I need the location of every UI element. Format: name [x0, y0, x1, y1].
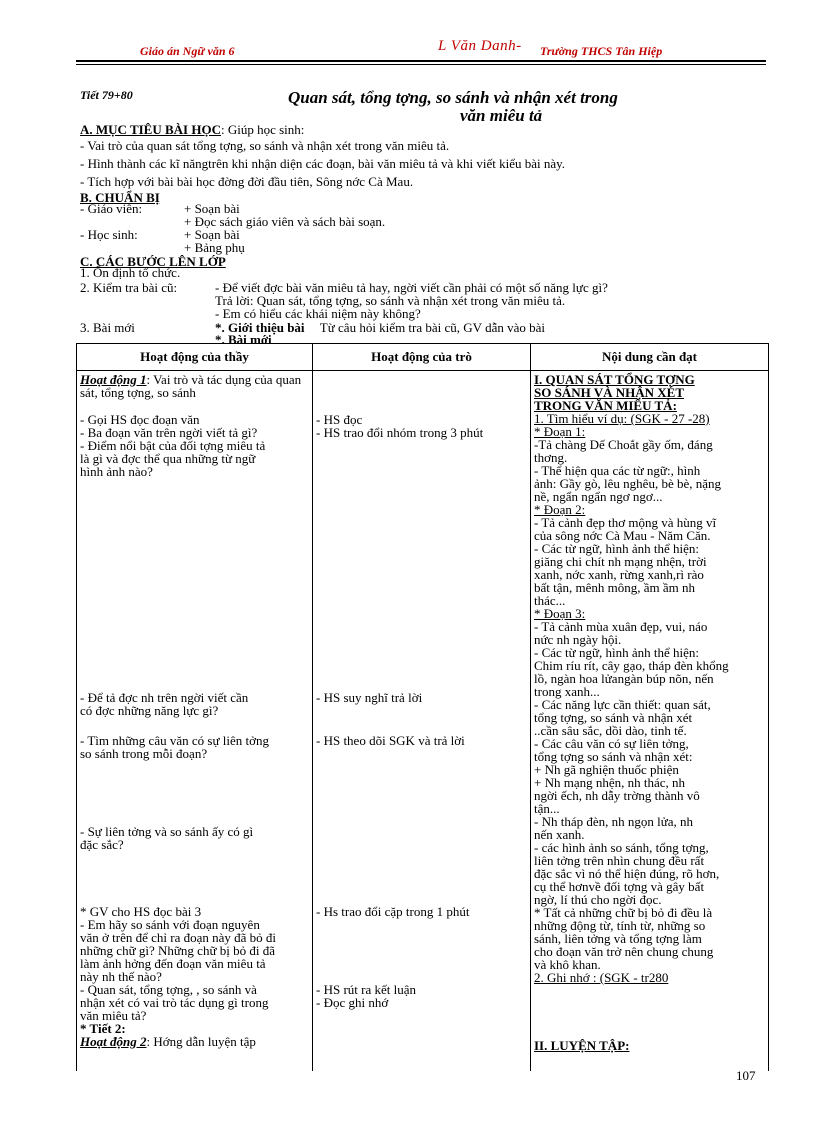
- objective-item: - Vai trò của quan sát tổng tợng, so sánh và nhận xét trong văn miêu tả.: [80, 138, 450, 153]
- section-b-title: B. CHUẨN BỊ: [80, 190, 160, 205]
- step-1: 1. Ổn định tổ chức.: [80, 265, 181, 280]
- lesson-title-line2: văn miêu tả: [460, 106, 543, 125]
- teacher-line: - Em hãy so sánh với đoạn nguyên: [80, 917, 260, 932]
- intro-text: Từ câu hỏi kiểm tra bài cũ, GV dẫn vào bài: [319, 320, 546, 335]
- header-school: Trường THCS Tân Hiệp: [540, 44, 663, 58]
- content-column: [531, 371, 769, 1072]
- teacher-line: * GV cho HS đọc bài 3: [80, 904, 202, 919]
- content-line: nến xanh.: [534, 827, 585, 842]
- teacher-block: [80, 734, 309, 760]
- lesson-number: Tiết 79+80: [80, 88, 133, 102]
- content-line: thác...: [534, 593, 566, 608]
- content-line: những động từ, tính từ, những so: [534, 918, 706, 933]
- content-line: - Các từ ngữ, hình ảnh thể hiện:: [534, 541, 700, 556]
- content-line: Chim ríu rít, cây gạo, tháp đèn khổng: [534, 658, 729, 673]
- content-line: - Tả cảnh đẹp thơ mộng và hùng vĩ: [534, 515, 717, 530]
- intro-label: *. Giới thiệu bài: [215, 320, 305, 335]
- student-line: - HS đọc: [316, 412, 363, 427]
- content-line: - Thể hiện qua các từ ngữ:, hình: [534, 463, 701, 478]
- content-line: ảnh: Gầy gò, lêu nghêu, bè bè, nặng: [534, 476, 722, 491]
- activity-1-label: Hoạt động 1: [80, 372, 147, 387]
- teacher-line: có đợc những năng lực gì?: [80, 703, 219, 718]
- activity-1-heading: [80, 373, 309, 399]
- teacher-block: [80, 905, 309, 1048]
- content-line: - Các từ ngữ, hình ảnh thể hiện:: [534, 645, 700, 660]
- student-prep-item: + Soạn bài: [184, 227, 240, 242]
- student-block: [316, 983, 527, 1009]
- teacher-line: - Quan sát, tổng tợng, , so sánh và: [80, 982, 257, 997]
- teacher-line: - Để tả đợc nh trên ngời viết cần: [80, 690, 249, 705]
- content-line: tổng tợng so sánh và nhận xét:: [534, 749, 693, 764]
- teacher-line: - Tìm những câu văn có sự liên tởng: [80, 733, 269, 748]
- step-2-label: 2. Kiểm tra bài cũ:: [80, 280, 178, 295]
- student-line: - HS theo dõi SGK và trả lời: [316, 733, 465, 748]
- content-line: -Tả chàng Dế Choắt gầy ốm, đáng: [534, 437, 713, 452]
- content-line: - Tả cảnh mùa xuân đẹp, vui, náo: [534, 619, 708, 634]
- content-line: * Đoạn 1:: [534, 424, 586, 439]
- objective-item: - Hình thành các kĩ năngtrên khi nhận diện các đoạn, bài văn miêu tả và khi viết kiểu bài này.: [80, 156, 566, 171]
- content-line-text: 1. Tìm hiểu ví dụ: (SGK - 27 -28): [534, 411, 710, 426]
- content-line: tận...: [534, 801, 560, 816]
- content-line: ngờ, lí thú cho ngời đọc.: [534, 892, 662, 907]
- content-line: SO SÁNH VÀ NHẬN XÉT: [534, 385, 685, 400]
- teacher-line: văn ở trên để chỉ ra đoạn này đã bỏ đi: [80, 930, 277, 945]
- content-line: nức nh ngày hội.: [534, 632, 622, 647]
- teacher-prep-item: + Đọc sách giáo viên và sách bài soạn.: [184, 214, 386, 229]
- activity-2-line: [80, 1035, 309, 1048]
- content-line: - Các câu văn có sự liên tởng,: [534, 736, 689, 751]
- content-line: TRONG VĂN MIÊU TẢ:: [534, 398, 677, 413]
- activity-1-text: : Vai trò và tác dụng của quan sát, tổng tợng, so sánh: [80, 372, 302, 400]
- lesson-activity-table: [76, 343, 769, 1071]
- column-header-teacher: Hoạt động của thầy: [77, 344, 313, 371]
- content-line: đặc sắc vì nó thể hiện đúng, rõ hơn,: [534, 866, 720, 881]
- teacher-line: những chữ gì? Những chữ bị bỏ đi đã: [80, 943, 275, 958]
- teacher-block: [80, 825, 309, 851]
- student-column: [313, 371, 531, 1072]
- content-line: bất tận, mênh mông, ầm ầm nh: [534, 580, 696, 595]
- activity-2-text: : Hớng dẫn luyện tập: [146, 1034, 256, 1049]
- content-line: + Nh mạng nhện, nh thác, nh: [534, 775, 686, 790]
- content-line: - Các năng lực cần thiết: quan sát,: [534, 697, 711, 712]
- student-line: - Hs trao đổi cặp trong 1 phút: [316, 904, 470, 919]
- teacher-label: - Giáo viên:: [80, 201, 143, 216]
- section-c-title: C. CÁC BƯỚC LÊN LỚP: [80, 254, 226, 269]
- content-line: * Tất cả những chữ bị bỏ đi đều là: [534, 905, 713, 920]
- lesson-title: Quan sát, tổng tợng, so sánh và nhận xét trong: [288, 88, 618, 107]
- teacher-line: * Tiết 2:: [80, 1021, 126, 1036]
- step-3-label: 3. Bài mới: [80, 320, 135, 335]
- content-line: ngời ếch, nh dẫy trờng thành vô: [534, 788, 700, 803]
- content-line: xanh, nớc xanh, rừng xanh,rì rào: [534, 567, 704, 582]
- content-line: ..cần sâu sắc, dồi dào, tinh tế.: [534, 723, 687, 738]
- content-block: [534, 373, 765, 984]
- teacher-line: hình ảnh nào?: [80, 464, 153, 479]
- student-prep-item: + Bảng phụ: [184, 240, 245, 255]
- student-line: - HS trao đổi nhóm trong 3 phút: [316, 425, 484, 440]
- content-line: + Nh gã nghiện thuốc phiện: [534, 762, 679, 777]
- content-line: và khô khan.: [534, 957, 601, 972]
- content-line: [534, 971, 765, 984]
- column-header-student: Hoạt động của trò: [313, 344, 531, 371]
- review-question-2: - Em có hiểu các khái niệm này không?: [215, 306, 421, 321]
- student-line: - Đọc ghi nhớ: [316, 995, 389, 1010]
- teacher-line: - Điểm nổi bật của đối tợng miêu tả: [80, 438, 266, 453]
- teacher-prep-item: + Soạn bài: [184, 201, 240, 216]
- new-lesson-label: *. Bài mới: [215, 332, 272, 347]
- content-line: trong xanh...: [534, 684, 600, 699]
- review-answer-1: Trả lời: Quan sát, tổng tợng, so sánh và nhận xét trong văn miêu tả.: [215, 293, 566, 308]
- content-line: * Đoạn 3:: [534, 606, 586, 621]
- teacher-line: - Gọi HS đọc đoạn văn: [80, 412, 200, 427]
- teacher-line: - Sự liên tởng và so sánh ấy có gì: [80, 824, 254, 839]
- content-line: I. QUAN SÁT TỔNG TỢNG: [534, 372, 695, 387]
- content-line-text: 2. Ghi nhớ : (SGK - tr280: [534, 970, 669, 985]
- review-question-1: - Để viết đợc bài văn miêu tả hay, ngời viết cần phải có một số năng lực gì?: [215, 280, 608, 295]
- column-header-content: Nội dung cần đạt: [531, 344, 769, 371]
- student-block: [316, 413, 527, 439]
- student-label: - Học sinh:: [80, 227, 138, 242]
- objective-item: - Tích hợp với bài bài học đờng đời đầu tiên, Sông nớc Cà Mau.: [80, 174, 414, 189]
- teacher-line: - Ba đoạn văn trên ngời viết tả gì?: [80, 425, 258, 440]
- header-rule: [76, 60, 766, 65]
- teacher-block: [80, 691, 309, 717]
- teacher-block: [80, 413, 309, 478]
- teacher-line: là gì và đợc thể qua những từ ngữ: [80, 451, 256, 466]
- content-line: * Đoạn 2:: [534, 502, 586, 517]
- page-number: 107: [736, 1068, 756, 1083]
- content-line: cho đoạn văn trở nên chung chung: [534, 944, 714, 959]
- content-line: giăng chi chít nh mạng nhện, trời: [534, 554, 707, 569]
- activity-2-label: Hoạt động 2: [80, 1034, 147, 1049]
- section-a-title: A. MỤC TIÊU BÀI HỌC: [80, 122, 221, 137]
- student-line: - HS rút ra kết luận: [316, 982, 417, 997]
- teacher-line: đặc sắc?: [80, 837, 124, 852]
- content-line: của sông nớc Cà Mau - Năm Căn.: [534, 528, 711, 543]
- content-line: - Nh tháp đèn, nh ngọn lửa, nh: [534, 814, 694, 829]
- content-line: lồ, ngàn hoa lửangàn búp nõn, nến: [534, 671, 714, 686]
- content-line: cụ thể hơnvề đối tợng và gây bất: [534, 879, 705, 894]
- teacher-line: so sánh trong mỗi đoạn?: [80, 746, 208, 761]
- content-line: nề, ngẩn ngẩn ngơ ngơ...: [534, 489, 663, 504]
- teacher-line: văn miêu tả?: [80, 1008, 147, 1023]
- content-line: tổng tợng, so sánh và nhận xét: [534, 710, 693, 725]
- section-a: [80, 122, 304, 137]
- teacher-column: [77, 371, 313, 1072]
- teacher-line: này nh thế nào?: [80, 969, 162, 984]
- section-a-intro: : Giúp học sinh:: [220, 122, 305, 137]
- content-line: liên tởng trên nhìn chung đều rất: [534, 853, 705, 868]
- content-line: - các hình ảnh so sánh, tổng tợng,: [534, 840, 709, 855]
- content-line: thơng.: [534, 450, 568, 465]
- header-subject: Giáo án Ngữ văn 6: [140, 44, 235, 58]
- practice-heading: II. LUYỆN TẬP:: [534, 1038, 630, 1053]
- teacher-line: nhận xét có vai trò tác dụng gì trong: [80, 995, 269, 1010]
- teacher-line: làm ảnh hởng đến đoạn văn miêu tả: [80, 956, 266, 971]
- student-line: - HS suy nghĩ trả lời: [316, 690, 423, 705]
- header-author: L Văn Danh-: [438, 38, 522, 54]
- content-line: sánh, liên tởng và tổng tợng làm: [534, 931, 702, 946]
